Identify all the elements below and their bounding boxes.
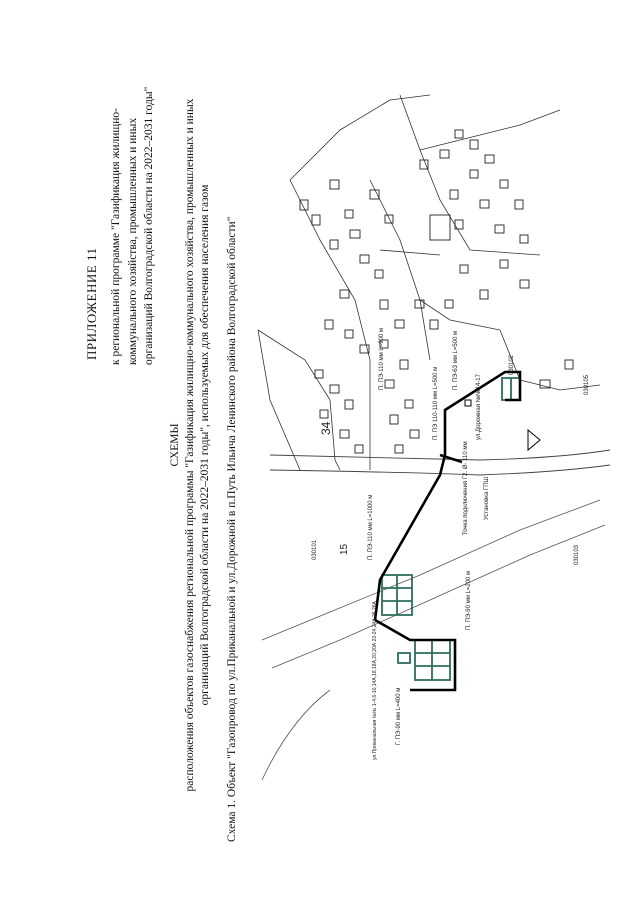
green-houses-north: [382, 378, 520, 615]
pipe-label-1: П. ПЭ-110 мм L=1000 м: [368, 494, 374, 560]
pipe-label-4: П. ПЭ-110 мм L=900 м: [379, 327, 385, 390]
heading-line-1: расположения объектов газоснабжения региональной программы "Газификация жилищно-коммунального хозяйства, промышленных и иных: [184, 98, 196, 792]
station-label: Установка ГПШ: [484, 476, 490, 520]
tie-in-label: Точка подключения Г2. Ø- 110 мм: [463, 441, 469, 535]
pipe-label-5: П. ПЭ-90 мм L=200 м: [466, 570, 472, 630]
reference-line-1: к региональной программе "Газификация жилищно-: [110, 107, 122, 365]
green-houses-south: [398, 640, 450, 680]
street-dorozhnaya-label: ул.Дорожная №№14-17: [476, 374, 482, 440]
parcel-number-15: 15: [339, 543, 350, 555]
cadastral-code-4: 030105: [584, 374, 590, 395]
street-prikanalnaya-label: ул.Приканальная №№ 1-4,6-10,14А,18,18А,20,20А 22-24,24А,26,26А: [372, 601, 378, 760]
gas-pipeline: [375, 372, 520, 690]
cadastral-code-1: 030101: [312, 539, 318, 560]
scheme-caption: Схема 1. Объект "Газопровод по ул.Приканальной и ул.Дорожной в п.Путь Ильича Ленинского района Волгоградской области": [226, 216, 238, 842]
schemes-word: СХЕМЫ: [169, 423, 181, 467]
pipe-label-2: П. ПЭ 110-110 мм L=500 м: [433, 366, 439, 440]
pipe-label-6: Г. ПЭ-90 мм L=400 м: [396, 687, 402, 745]
appendix-title: ПРИЛОЖЕНИЕ 11: [84, 247, 99, 360]
reference-line-3: организаций Волгоградской области на 2022–2031 годы": [143, 86, 155, 365]
pipe-label-3: П. ПЭ-63 мм L=500 м: [453, 330, 459, 390]
heading-line-2: организаций Волгоградской области на 2022–2031 годы", используемых для обеспечения населения газом: [199, 184, 211, 706]
cadastral-code-2: 030102: [509, 354, 515, 375]
reference-line-2: коммунального хозяйства, промышленных и иных: [126, 117, 139, 365]
parcel-boundaries: [258, 95, 600, 470]
parcel-number-34: 34: [319, 421, 333, 435]
cadastral-code-3: 030103: [574, 544, 580, 565]
